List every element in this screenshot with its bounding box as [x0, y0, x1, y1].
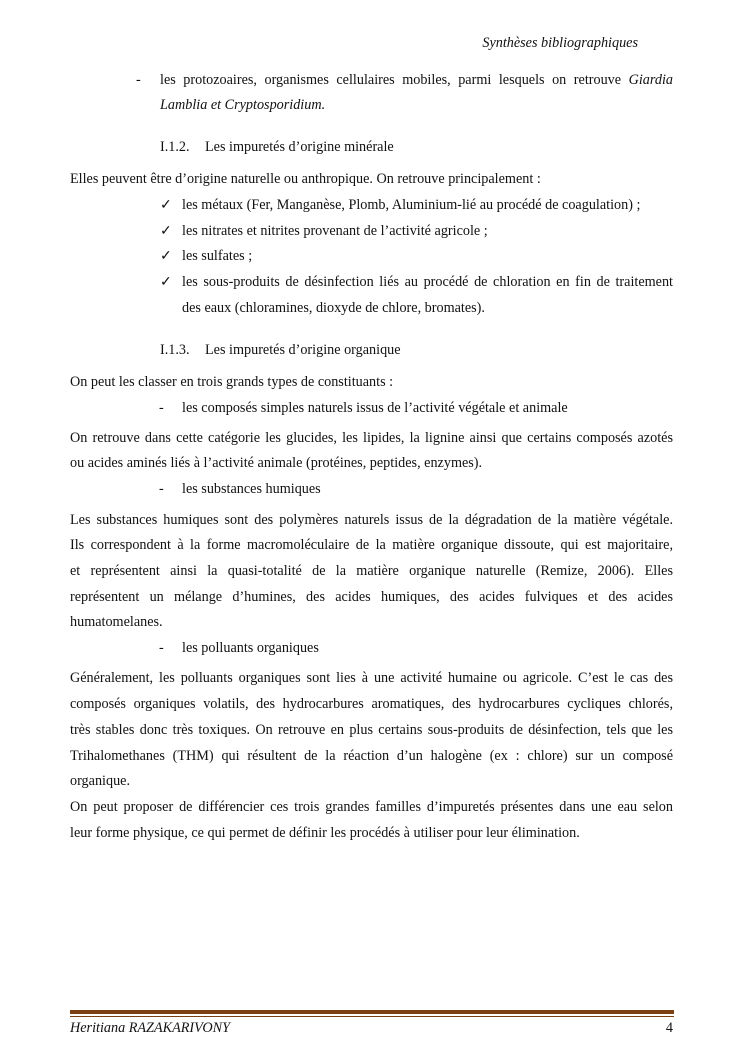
- check-icon: ✓: [160, 197, 172, 213]
- paragraph-line: et représentent ainsi la quasi-totalité de la matière organique naturelle (Remize, 2006). Elles: [70, 563, 673, 579]
- paragraph-line: composés organiques volatils, des hydrocarbures aromatiques, des hydrocarbures cycliques chlorés,: [70, 696, 673, 712]
- list-item-text: les composés simples naturels issus de l’activité végétale et animale: [182, 400, 568, 416]
- list-item-text: les polluants organiques: [182, 640, 319, 656]
- paragraph-line: Ils correspondent à la forme macromoléculaire de la matière organique dissoute, qui est majoritaire,: [70, 537, 673, 553]
- list-item-text: les substances humiques: [182, 481, 321, 497]
- paragraph-line: Généralement, les polluants organiques sont lies à une activité humaine ou agricole. C’est le cas des: [70, 670, 673, 686]
- paragraph-line: Les substances humiques sont des polymères naturels issus de la dégradation de la matière végétale.: [70, 512, 673, 528]
- paragraph-line: organique.: [70, 773, 131, 789]
- paragraph-line: On peut proposer de différencier ces trois grandes familles d’impuretés présentes dans une eau selon: [70, 799, 673, 815]
- dash-bullet: -: [136, 72, 141, 88]
- list-item-text: les métaux (Fer, Manganèse, Plomb, Aluminium-lié au procédé de coagulation) ;: [182, 197, 641, 213]
- footer-rule-thin: [70, 1016, 674, 1017]
- paragraph-line: ou acides aminés liés à l’activité animale (protéines, peptides, enzymes).: [70, 455, 483, 471]
- paragraph-line: représentent un mélange d’humines, des acides humiques, des acides fulviques et des acides: [70, 589, 673, 605]
- check-icon: ✓: [160, 248, 172, 264]
- paragraph-line: On retrouve dans cette catégorie les glucides, les lipides, la lignine ainsi que certains composés azotés: [70, 430, 673, 446]
- page-number: 4: [665, 1020, 673, 1036]
- dash-bullet: -: [159, 400, 164, 416]
- italic-text: Lamblia et Cryptosporidium.: [160, 97, 326, 113]
- italic-text: Giardia: [628, 72, 673, 88]
- dash-bullet: -: [159, 481, 164, 497]
- footer-author: Heritiana RAZAKARIVONY: [70, 1020, 230, 1036]
- paragraph-line: leur forme physique, ce qui permet de définir les procédés à utiliser pour leur élimination.: [70, 825, 580, 841]
- section-number: I.1.3.: [160, 342, 190, 358]
- paragraph-line: On peut les classer en trois grands types de constituants :: [70, 374, 394, 390]
- section-heading: Les impuretés d’origine organique: [205, 342, 401, 358]
- paragraph-line: Trihalomethanes (THM) qui résultent de la réaction d’un halogène (ex : chlore) sur un composé: [70, 748, 673, 764]
- list-item-text: [160, 71, 673, 89]
- paragraph-line: très stables donc très toxiques. On retrouve en plus certains sous-produits de désinfection, tels que les: [70, 722, 673, 738]
- list-item-text: les nitrates et nitrites provenant de l’activité agricole ;: [182, 223, 488, 239]
- section-number: I.1.2.: [160, 139, 190, 155]
- running-header: Synthèses bibliographiques: [482, 35, 638, 51]
- list-item-text: des eaux (chloramines, dioxyde de chlore, bromates).: [182, 300, 485, 316]
- check-icon: ✓: [160, 274, 172, 290]
- list-item-text: les sulfates ;: [182, 248, 253, 264]
- list-item-text: les sous-produits de désinfection liés au procédé de chloration en fin de traitement: [182, 274, 673, 290]
- paragraph-line: humatomelanes.: [70, 614, 163, 630]
- paragraph-line: Elles peuvent être d’origine naturelle ou anthropique. On retrouve principalement :: [70, 171, 541, 187]
- dash-bullet: -: [159, 640, 164, 656]
- text: les protozoaires, organismes cellulaires mobiles, parmi lesquels on retrouve: [160, 72, 629, 88]
- footer-rule: [70, 1010, 674, 1014]
- check-icon: ✓: [160, 223, 172, 239]
- section-heading: Les impuretés d’origine minérale: [205, 139, 394, 155]
